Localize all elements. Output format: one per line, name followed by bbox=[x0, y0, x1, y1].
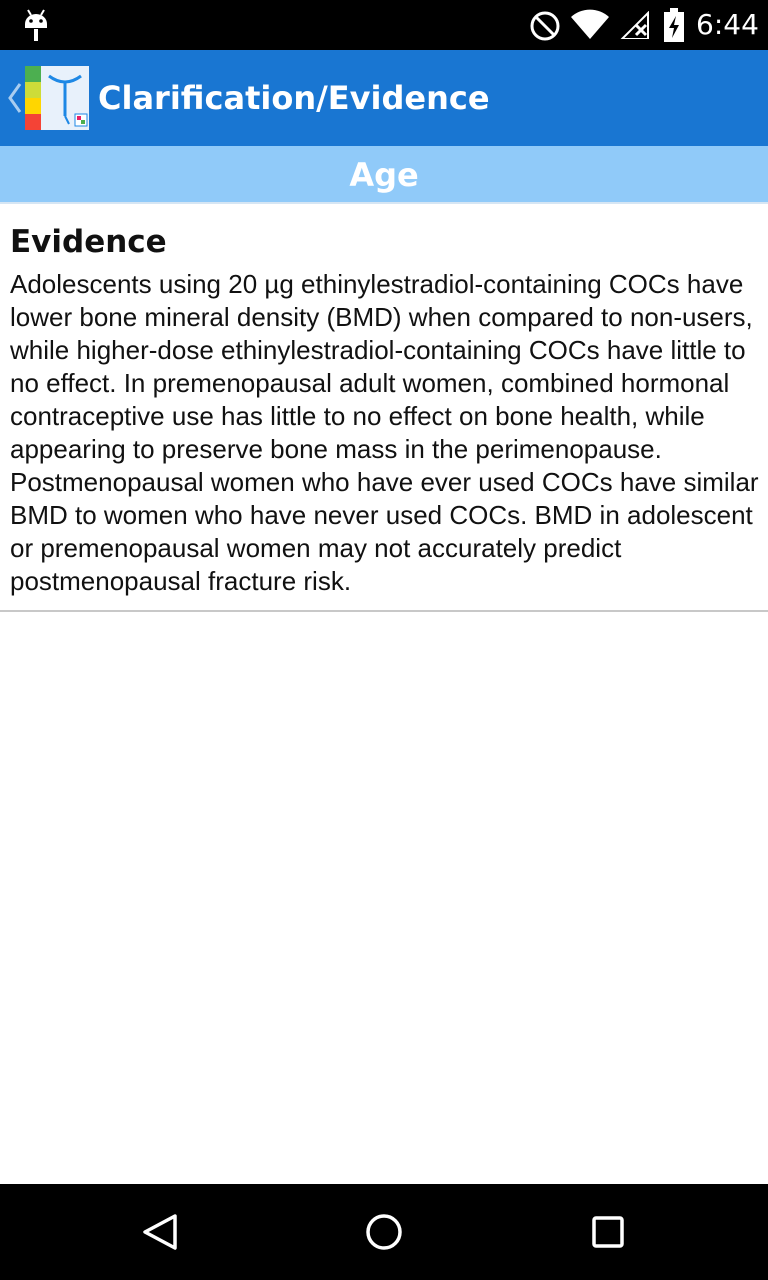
nav-home-icon[interactable] bbox=[360, 1208, 408, 1256]
navigation-bar bbox=[0, 1184, 768, 1280]
app-bar bbox=[0, 50, 768, 146]
android-debug-icon bbox=[22, 8, 50, 46]
evidence-body: Adolescents using 20 µg ethinylestradiol-containing COCs have lower bone mineral density (BMD) when compared to non-users, while higher-dose ethinylestradiol-containing COCs have little to no effect. In premenopausal adult women, combined hormonal contraceptive use has little to no effect on bone health, while appearing to preserve bone mass in the perimenopause. Postmenopausal women who have ever used COCs have similar BMD to women who have never used COCs. BMD in adolescent or premenopausal women may not accurately predict postmenopausal fracture risk. bbox=[10, 269, 759, 596]
status-clock: 6:44 bbox=[696, 8, 759, 41]
section-title: Age bbox=[349, 156, 419, 194]
chevron-left-icon[interactable] bbox=[4, 78, 24, 118]
nav-back-icon[interactable] bbox=[137, 1208, 185, 1256]
evidence-card bbox=[0, 204, 768, 612]
battery-charging-icon bbox=[663, 8, 685, 46]
wifi-icon bbox=[570, 9, 610, 43]
app-logo-icon[interactable] bbox=[25, 66, 89, 130]
app-title: Clarification/Evidence bbox=[98, 79, 490, 117]
do-not-disturb-icon bbox=[529, 10, 561, 46]
status-bar bbox=[0, 0, 768, 50]
signal-icon bbox=[620, 11, 650, 43]
nav-recents-icon[interactable] bbox=[584, 1208, 632, 1256]
evidence-heading: Evidence bbox=[10, 224, 167, 260]
section-header bbox=[0, 146, 768, 204]
